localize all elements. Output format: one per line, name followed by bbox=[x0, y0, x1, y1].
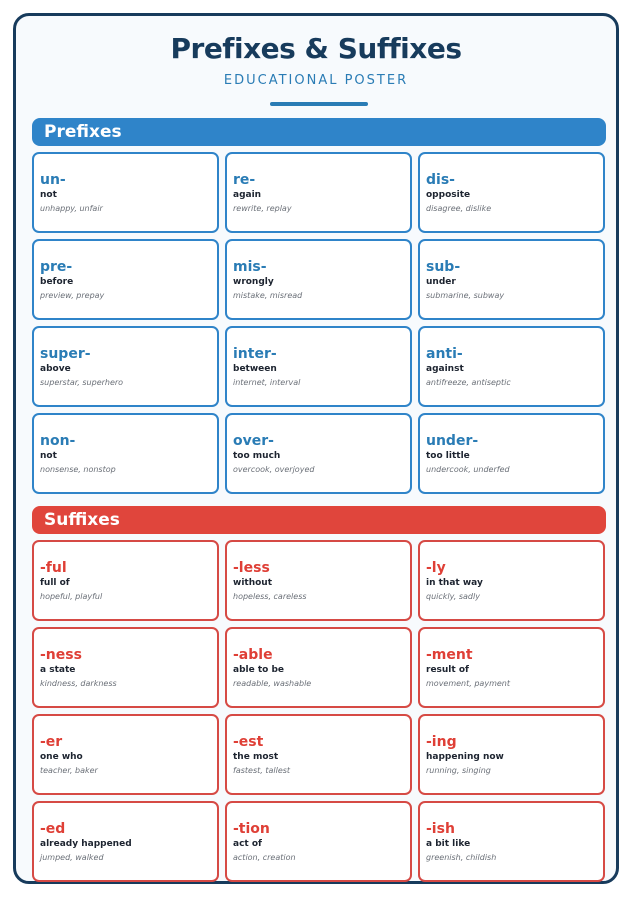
suffix-meaning: full of bbox=[40, 578, 70, 588]
prefix-examples: unhappy, unfair bbox=[40, 204, 103, 213]
prefix-card bbox=[32, 326, 219, 407]
suffix-examples: quickly, sadly bbox=[426, 592, 480, 601]
prefix-card bbox=[418, 413, 605, 494]
suffix-card bbox=[32, 714, 219, 795]
prefix-affix: sub- bbox=[426, 259, 461, 275]
suffix-meaning: act of bbox=[233, 839, 262, 849]
prefix-affix: un- bbox=[40, 172, 66, 188]
prefix-card bbox=[225, 239, 412, 320]
prefix-affix: dis- bbox=[426, 172, 455, 188]
prefix-examples: antifreeze, antiseptic bbox=[426, 378, 511, 387]
suffix-affix: -ing bbox=[426, 734, 457, 750]
prefix-affix: under- bbox=[426, 433, 479, 449]
suffix-meaning: happening now bbox=[426, 752, 504, 762]
prefix-meaning: against bbox=[426, 364, 464, 374]
prefix-card bbox=[225, 413, 412, 494]
prefix-card bbox=[225, 326, 412, 407]
suffix-examples: greenish, childish bbox=[426, 853, 497, 862]
suffix-meaning: one who bbox=[40, 752, 83, 762]
prefix-card bbox=[418, 326, 605, 407]
prefix-examples: disagree, dislike bbox=[426, 204, 492, 213]
prefix-examples: superstar, superhero bbox=[40, 378, 124, 387]
suffix-affix: -est bbox=[233, 734, 264, 750]
page-subtitle: EDUCATIONAL POSTER bbox=[223, 73, 409, 88]
suffix-card bbox=[32, 627, 219, 708]
prefix-meaning: before bbox=[40, 277, 74, 287]
prefix-meaning: not bbox=[40, 190, 57, 200]
prefix-examples: preview, prepay bbox=[40, 291, 105, 300]
suffix-card bbox=[418, 627, 605, 708]
suffix-card bbox=[225, 627, 412, 708]
prefix-card bbox=[225, 152, 412, 233]
prefix-affix: mis- bbox=[233, 259, 267, 275]
suffix-examples: fastest, tallest bbox=[233, 766, 291, 775]
suffixes-grid bbox=[32, 540, 606, 882]
prefix-affix: non- bbox=[40, 433, 76, 449]
suffix-affix: -ly bbox=[426, 560, 446, 576]
suffix-affix: -ed bbox=[40, 821, 66, 837]
suffix-card bbox=[418, 801, 605, 882]
suffix-examples: jumped, walked bbox=[40, 853, 104, 862]
suffix-meaning: result of bbox=[426, 665, 469, 675]
suffix-card bbox=[32, 540, 219, 621]
suffix-affix: -ness bbox=[40, 647, 82, 663]
suffix-examples: action, creation bbox=[233, 853, 296, 862]
suffix-affix: -er bbox=[40, 734, 63, 750]
suffix-card bbox=[225, 540, 412, 621]
suffix-meaning: a bit like bbox=[426, 839, 471, 849]
prefix-card bbox=[418, 239, 605, 320]
prefix-examples: nonsense, nonstop bbox=[40, 465, 116, 474]
suffix-meaning: without bbox=[233, 578, 273, 588]
suffix-card bbox=[418, 540, 605, 621]
suffix-examples: movement, payment bbox=[426, 679, 510, 688]
prefix-examples: submarine, subway bbox=[426, 291, 505, 300]
prefix-examples: internet, interval bbox=[233, 378, 301, 387]
prefix-card bbox=[418, 152, 605, 233]
prefix-meaning: again bbox=[233, 190, 262, 200]
suffix-card bbox=[225, 801, 412, 882]
suffix-examples: hopeless, careless bbox=[233, 592, 307, 601]
prefix-affix: over- bbox=[233, 433, 274, 449]
suffix-affix: -tion bbox=[233, 821, 270, 837]
suffix-examples: kindness, darkness bbox=[40, 679, 117, 688]
prefix-meaning: too much bbox=[233, 451, 281, 461]
suffix-meaning: in that way bbox=[426, 578, 483, 588]
prefix-affix: anti- bbox=[426, 346, 463, 362]
suffix-affix: -less bbox=[233, 560, 270, 576]
prefix-meaning: opposite bbox=[426, 190, 471, 200]
prefix-meaning: under bbox=[426, 277, 456, 287]
suffix-affix: -ment bbox=[426, 647, 473, 663]
suffix-card bbox=[418, 714, 605, 795]
prefixes-heading: Prefixes bbox=[32, 118, 606, 146]
suffix-examples: teacher, baker bbox=[40, 766, 98, 775]
prefixes-grid bbox=[32, 152, 606, 494]
prefix-examples: mistake, misread bbox=[233, 291, 303, 300]
suffixes-heading: Suffixes bbox=[32, 506, 606, 534]
suffix-meaning: the most bbox=[233, 752, 279, 762]
page-title: Prefixes & Suffixes bbox=[170, 32, 462, 65]
suffix-card bbox=[225, 714, 412, 795]
prefix-affix: super- bbox=[40, 346, 91, 362]
prefix-examples: undercook, underfed bbox=[426, 465, 510, 474]
suffix-meaning: able to be bbox=[233, 665, 285, 675]
suffix-affix: -able bbox=[233, 647, 273, 663]
prefix-affix: pre- bbox=[40, 259, 73, 275]
prefix-card bbox=[32, 413, 219, 494]
suffix-affix: -ful bbox=[40, 560, 67, 576]
prefix-affix: inter- bbox=[233, 346, 277, 362]
suffix-meaning: a state bbox=[40, 665, 76, 675]
prefix-meaning: wrongly bbox=[233, 277, 274, 287]
prefix-examples: rewrite, replay bbox=[233, 204, 292, 213]
prefix-meaning: between bbox=[233, 364, 277, 374]
title-divider bbox=[270, 102, 368, 106]
prefix-card bbox=[32, 152, 219, 233]
suffix-examples: hopeful, playful bbox=[40, 592, 103, 601]
suffix-card bbox=[32, 801, 219, 882]
prefix-affix: re- bbox=[233, 172, 256, 188]
suffix-examples: readable, washable bbox=[233, 679, 312, 688]
prefix-meaning: too little bbox=[426, 451, 470, 461]
suffix-affix: -ish bbox=[426, 821, 455, 837]
prefix-card bbox=[32, 239, 219, 320]
suffix-examples: running, singing bbox=[426, 766, 491, 775]
poster bbox=[13, 13, 619, 884]
suffix-meaning: already happened bbox=[40, 839, 132, 849]
prefix-examples: overcook, overjoyed bbox=[233, 465, 315, 474]
prefix-meaning: not bbox=[40, 451, 57, 461]
prefix-meaning: above bbox=[40, 364, 71, 374]
